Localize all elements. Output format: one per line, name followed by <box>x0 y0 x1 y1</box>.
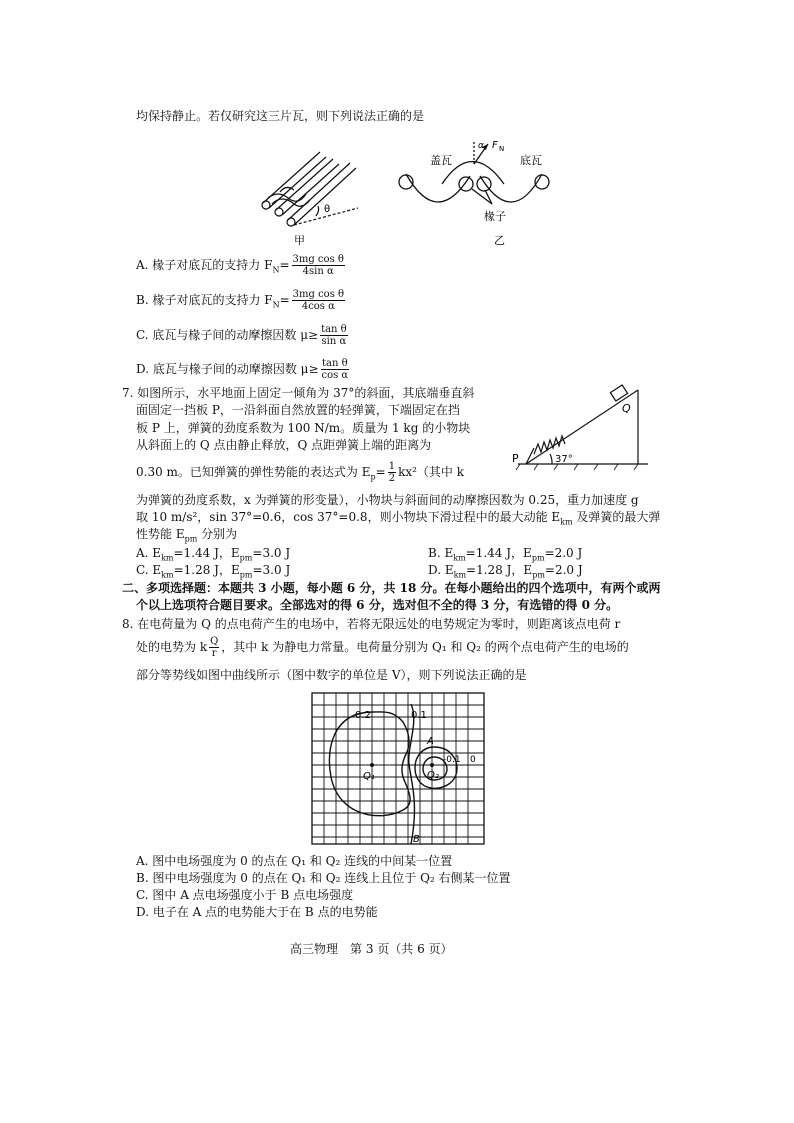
figure-equipotential <box>311 692 485 845</box>
q7-option-d: D. $E_{km}=1.28$ J，$E_{pm}=2.0$ J <box>428 563 583 580</box>
q7-option-b: B. $E_{km}=1.44$ J，$E_{pm}=2.0$ J <box>428 546 583 563</box>
q6-option-b: B. 椽子对底瓦的支持力 $F_N=$ $\frac{\text{3mg cos θ}}{\text{4cos α}}$ <box>136 289 345 312</box>
q7-option-a: A. $E_{km}=1.44$ J，$E_{pm}=3.0$ J <box>136 546 291 563</box>
q7-line-3: 板 P 上，弹簧的劲度系数为 100 N/m。质量为 1 kg 的小物块 <box>136 421 471 435</box>
q8-option-a: A. 图中电场强度为 0 的点在 Q₁ 和 Q₂ 连线的中间某一位置 <box>136 854 453 868</box>
theta-label: θ <box>324 204 331 215</box>
section2-line-2: 个以上选项符合题目要求。全部选对的得 6 分，选对但不全的得 3 分，有选错的得 0 分。 <box>136 598 619 612</box>
q8-option-b: B. 图中电场强度为 0 的点在 Q₁ 和 Q₂ 连线上且位于 Q₂ 右侧某一位置 <box>136 871 511 885</box>
point-b-label: B <box>413 834 420 845</box>
q8-option-d: D. 电子在 A 点的电势能大于在 B 点的电势能 <box>136 905 378 919</box>
label-0-2: 0.2 <box>355 710 371 721</box>
label-0-1: 0.1 <box>411 710 427 721</box>
figure-yi <box>392 134 572 252</box>
q7-line-4: 从斜面上的 Q 点由静止释放，Q 点距弹簧上端的距离为 <box>136 438 432 452</box>
chuanzi-label: 椽子 <box>484 210 506 223</box>
fig-yi-caption: 乙 <box>494 234 505 247</box>
fig-jia-caption: 甲 <box>294 234 305 247</box>
q8-option-c: C. 图中 A 点电场强度小于 B 点电场强度 <box>136 888 354 902</box>
q8-line-3: 部分等势线如图中曲线所示（图中数字的单位是 V），则下列说法正确的是 <box>136 668 527 682</box>
q7-line-7: 取 10 m/s²，sin 37°=0.6，cos 37°=0.8，则小物块下滑过程中的最大动能 $E_{km}$ 及弹簧的最大弹 <box>136 510 661 527</box>
gaiwa-label: 盖瓦 <box>430 154 452 167</box>
q6-option-c: C. 底瓦与椽子间的动摩擦因数 μ≥ $\frac{\text{tan θ}}{\text{sin α}}$ <box>136 324 347 347</box>
intro-line: 均保持静止。若仅研究这三片瓦，则下列说法正确的是 <box>136 109 425 123</box>
q6-option-a: A. 椽子对底瓦的支持力 $F_N=$ $\frac{\text{3mg cos θ}}{\text{4sin α}}$ <box>136 254 344 277</box>
fn-sub-label: N <box>499 145 505 153</box>
label-neg-0-1: -0.1 <box>443 755 461 765</box>
q7-line-1: 7. 如图所示，水平地面上固定一倾角为 37°的斜面，其底端垂直斜 <box>122 386 475 400</box>
q7-line-8: 性势能 $E_{pm}$ 分别为 <box>136 527 238 544</box>
label-angle: 37° <box>555 454 573 465</box>
q1-label: Q₁ <box>363 771 375 782</box>
q8-line-1: 8. 在电荷量为 Q 的点电荷产生的电场中，若将无限远处的电势规定为零时，则距离该点电荷 r <box>122 617 621 631</box>
label-zero: 0 <box>470 755 476 765</box>
figure-incline <box>508 382 656 472</box>
q2-label: Q₂ <box>427 770 439 781</box>
page-footer: 高三物理 第 3 页（共 6 页） <box>290 942 453 956</box>
section2-line-1: 二、多项选择题：本题共 3 小题，每小题 6 分，共 18 分。在每小题给出的四个选项中，有两个或两 <box>122 581 661 595</box>
fn-label: F <box>492 140 498 151</box>
alpha-label: α <box>478 141 484 151</box>
figure-jia <box>258 148 383 248</box>
q8-line-2: 处的电势为 k $\frac{Q}{r}$ ，其中 k 为静电力常量。电荷量分别为 Q₁ 和 Q₂ 的两个点电荷产生的电场的 <box>136 636 629 659</box>
q7-option-c: C. $E_{km}=1.28$ J，$E_{pm}=3.0$ J <box>136 563 291 580</box>
q6-option-d: D. 底瓦与椽子间的动摩擦因数 μ≥ $\frac{\text{tan θ}}{\text{cos α}}$ <box>136 358 349 381</box>
q7-line-5: 0.30 m。已知弹簧的弹性势能的表达式为 $E_p=$ $\frac{1}{2}$ kx²（其中 k <box>136 461 464 484</box>
q7-line-6: 为弹簧的劲度系数，x 为弹簧的形变量），小物块与斜面间的动摩擦因数为 0.25，重力加速度 g <box>136 493 639 507</box>
q7-line-2: 面固定一挡板 P，一沿斜面自然放置的轻弹簧，下端固定在挡 <box>136 403 460 417</box>
point-a-label: A <box>427 736 434 747</box>
diwa-label: 底瓦 <box>520 154 542 167</box>
label-p: P <box>512 452 519 465</box>
label-q: Q <box>622 402 631 415</box>
